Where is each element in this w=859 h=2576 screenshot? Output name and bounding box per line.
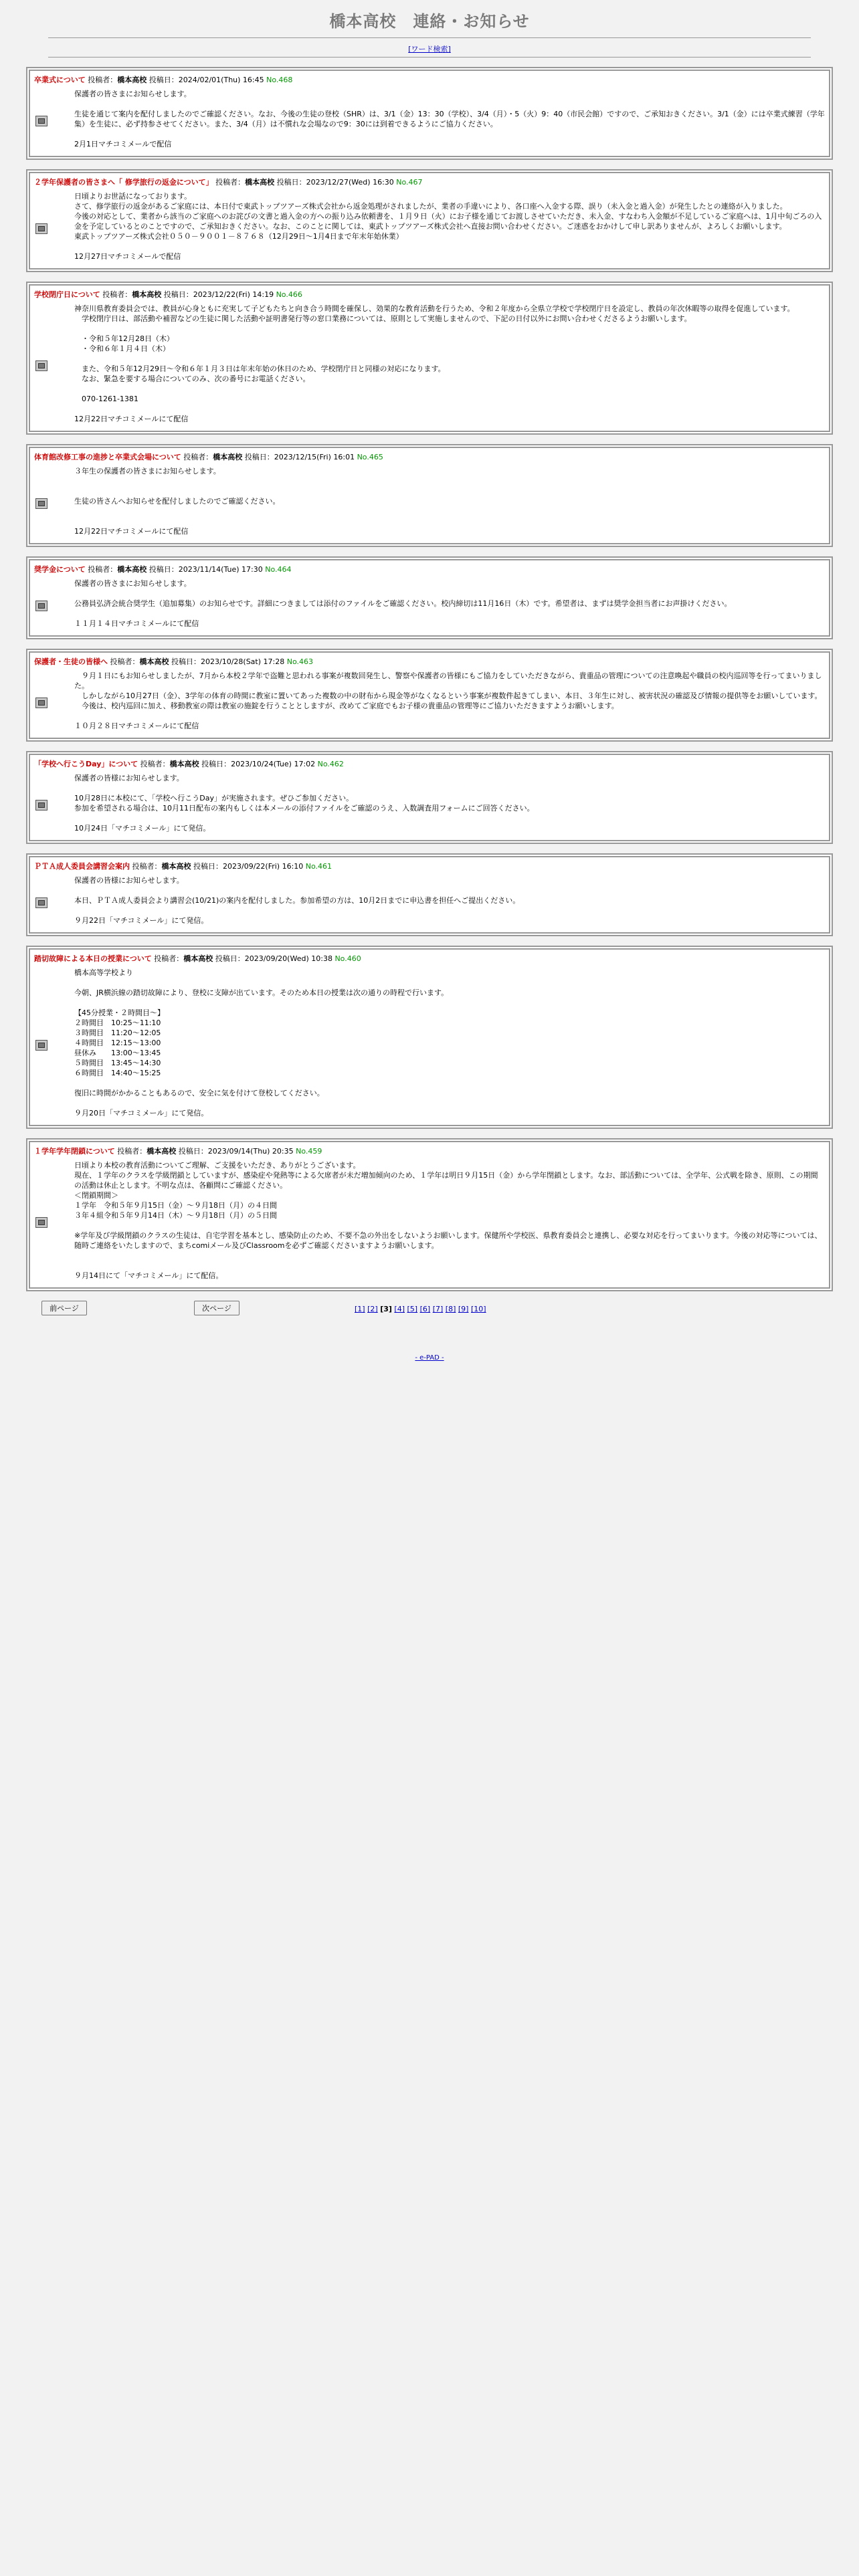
post-header (30, 448, 829, 463)
post-author: 橋本高校 (161, 862, 191, 871)
post (26, 946, 833, 1129)
post-header (30, 173, 829, 189)
post-date: 2024/02/01(Thu) 16:45 (178, 76, 264, 84)
post-title: 卒業式について (34, 76, 86, 84)
post-number: No.462 (317, 760, 344, 768)
post-text: 日頃より本校の教育活動についてご理解、ご支援をいただき、ありがとうございます。 現在、１学年のクラスを学級閉鎖としていますが、感染症や発熱等による欠席者が未だ増加傾向のため、１学年は明日９月15日（金）から学年閉鎖とします。なお、部活動については、全学年、公式戦を除き、原則、この期間の活動は休止とします。不明な点は、各顧問にご確認ください。 ＜閉鎖期間＞ １学年 令和５年９月15日（金）～９月18日（月）の４日間 ３年４組令和５年９月14日（木）～９月18日（月）の５日間 ※学年及び学級閉鎖のクラスの生徒は、自宅学習を基本とし、感染防止のため、不要不急の外出をしないようお願いします。保健所や学校医、県教育委員会と連携し、必要な対応を行ってまいります。今後の対応等については、随時ご連絡をいたしますので、まちcomiメール及びClassroomを必ずご確認くださいますようお願いします。 ９月14日にて「マチコミメール」にて配信。 (74, 1161, 822, 1280)
post-title: 奨学金について (34, 565, 86, 574)
page-title: 橋本高校 連絡・お知らせ (329, 12, 530, 31)
post-title: 学校閉庁日について (34, 290, 100, 299)
post-text: ９月１日にもお知らせしましたが、7月から本校２学年で盗難と思われる事案が複数回発生し、警察や保護者の皆様にもご協力をしていただきながら、貴重品の管理についての注意喚起や職員の校内巡回等を行ってまいりました。 しかしながら10月27日（金）、3学年の体育の時間に教室に置いてあった複数の中の財布から現金等がなくなるという事案が複数件起きてしまい、本日、３年生に対し、被害状況の確認及び情報の提供等をお願いしています。 今後は、校内巡回に加え、移動教室の際は教室の施錠を行うこととしますが、改めてご家庭でもお子様の貴重品の管理等にご協力いただきますようお願いします。 １０月２８日マチコミメールにて配信 (74, 671, 822, 730)
word-search-link[interactable]: [ワード検索] (408, 45, 451, 53)
post-author: 橋本高校 (117, 565, 147, 574)
post-body (30, 1158, 829, 1287)
post-body (30, 301, 829, 431)
post-list (0, 67, 859, 1291)
prev-page-button[interactable]: 前ページ (41, 1301, 87, 1315)
pager (0, 1301, 859, 1327)
post-date: 2023/11/14(Tue) 17:30 (178, 565, 263, 574)
post-number: No.466 (276, 290, 302, 299)
post-text: 保護者の皆さまにお知らせします。 生徒を通じて案内を配付しましたのでご確認ください。なお、今後の生徒の登校（SHR）は、3/1（金）13：30（学校）、3/4（月）・5（火）9：40（市民会館）ですので、ご承知おきください。3/1（金）には卒業式練習（学年集）を生徒に、必ず持参させてください。また、3/4（月）は不慣れな会場なので9：30には到着できるようにご協力ください。 2月1日マチコミメールで配信 (74, 90, 825, 148)
post-author: 橋本高校 (117, 76, 147, 84)
image-icon (35, 223, 47, 234)
date-label: 投稿日： (244, 453, 274, 461)
post-title: ２学年保護者の皆さまへ「 修学旅行の返金について」 (34, 178, 213, 187)
page-link[interactable]: [6] (419, 1305, 431, 1313)
post-text: 橋本高等学校より 今朝、JR横浜線の踏切故障により、登校に支障が出ています。そのため本日の授業は次の通りの時程で行います。 【45分授業・２時間目～】 ２時間目 10:25～11:10 ３時間目 11:20～12:05 ４時間目 12:15～13:00 昼休み 13:00～13:45 ５時間目 13:45～14:30 ６時間目 14:40～15:25 復旧に時間がかかることもあるので、安全に気を付けて登校してください。 ９月20日「マチコミメール」にて発信。 (74, 968, 449, 1117)
author-label: 投稿者： (140, 760, 170, 768)
image-icon (35, 116, 47, 126)
post (26, 751, 833, 844)
post (26, 444, 833, 547)
post-body (30, 86, 829, 156)
post-text: 神奈川県教育委員会では、教員が心身ともに充実して子どもたちと向き合う時間を確保し、効果的な教育活動を行うため、令和２年度から全県立学校で学校閉庁日を設定し、教員の年次休暇等の取得を促進しています。 学校閉庁日は、部活動や補習などの生徒に関した活動や証明書発行等の窓口業務については、原則として実施しませんので、下記の日付以外にお問い合わせくださるようお願いします。 ・令和５年12月28日（木） ・令和６年１月４日（木） また、令和５年12月29日～令和６年１月３日は年末年始の休日のため、学校閉庁日と同様の対応になります。 なお、緊急を要する場合についてのみ、次の番号にお電話ください。 070-1261-1381 12月22日マチコミメールにて配信 (74, 304, 795, 423)
post-author: 橋本高校 (169, 760, 199, 768)
post-date: 2023/12/27(Wed) 16:30 (306, 178, 394, 187)
author-label: 投稿者： (215, 178, 246, 187)
post-text: 保護者の皆様にお知らせします。 10月28日に本校にて、「学校へ行こうDay」が実施されます。ぜひご参加ください。 参加を希望される場合は、10月11日配布の案内もしくは本メールの添付ファイルをご確認のうえ、入数調査用フォームにご回答ください。 10月24日「マチコミメール」にて発信。 (74, 774, 535, 833)
page-link[interactable]: [9] (458, 1305, 469, 1313)
image-icon (35, 498, 47, 509)
author-label: 投稿者： (88, 76, 118, 84)
post-body (30, 189, 829, 268)
date-label: 投稿日： (201, 760, 231, 768)
image-icon (35, 1040, 47, 1051)
post-title: １学年学年閉鎖について (34, 1147, 115, 1156)
date-label: 投稿日： (163, 290, 193, 299)
date-label: 投稿日： (149, 76, 179, 84)
post-title: ＰＴＡ成人委員会講習会案内 (34, 862, 130, 871)
post-header (30, 560, 829, 576)
page-link[interactable]: [7] (432, 1305, 444, 1313)
image-icon (35, 897, 47, 908)
post (26, 556, 833, 639)
post-title: 「学校へ行こうDay」について (34, 760, 138, 768)
post (26, 853, 833, 936)
post-author: 橋本高校 (183, 954, 213, 963)
image-icon (35, 697, 47, 708)
image-icon (35, 800, 47, 811)
post (26, 67, 833, 160)
post-title: 体育館改修工事の進捗と卒業式会場について (34, 453, 181, 461)
image-icon (35, 1217, 47, 1228)
date-label: 投稿日： (171, 657, 201, 666)
post-number: No.461 (305, 862, 332, 871)
page-link[interactable]: [5] (407, 1305, 418, 1313)
post-header (30, 71, 829, 86)
page-link[interactable]: [10] (470, 1305, 486, 1313)
post-header (30, 1142, 829, 1158)
date-label: 投稿日： (215, 954, 245, 963)
post-body (30, 576, 829, 635)
post-date: 2023/09/22(Fri) 16:10 (223, 862, 304, 871)
author-label: 投稿者： (117, 1147, 147, 1156)
page-link[interactable]: [1] (355, 1305, 365, 1313)
date-label: 投稿日： (193, 862, 223, 871)
post-text: 保護者の皆さまにお知らせします。 公務員弘済会統合奨学生（追加募集）のお知らせです。詳細につきましては添付のファイルをご確認ください。校内締切は11月16日（木）です。希望者は、まずは奨学金担当者にお声掛けください。 １１月１４日マチコミメールにて配信 (74, 579, 732, 628)
post-body (30, 965, 829, 1125)
post-text: ３年生の保護者の皆さまにお知らせします。 生徒の皆さんへお知らせを配付しましたのでご確認ください。 12月22日マチコミメールにて配信 (74, 467, 280, 536)
post-header (30, 950, 829, 965)
post-number: No.464 (265, 565, 292, 574)
post-header (30, 653, 829, 668)
author-label: 投稿者： (110, 657, 140, 666)
post (26, 649, 833, 742)
post-author: 橋本高校 (139, 657, 169, 666)
post-body (30, 770, 829, 840)
author-label: 投稿者： (132, 862, 162, 871)
post (26, 282, 833, 435)
post-number: No.468 (266, 76, 293, 84)
image-icon (35, 601, 47, 611)
page-link[interactable]: [4] (394, 1305, 405, 1313)
post-header (30, 286, 829, 301)
post-date: 2023/12/22(Fri) 14:19 (193, 290, 274, 299)
author-label: 投稿者： (102, 290, 132, 299)
post (26, 1138, 833, 1291)
post-date: 2023/10/28(Sat) 17:28 (201, 657, 285, 666)
post-text: 保護者の皆様にお知らせします。 本日、ＰＴＡ成人委員会より講習会(10/21)の案内を配付しました。参加希望の方は、10月2日までに申込書を担任へご提出ください。 ９月22日「マチコミメール」にて発信。 (74, 876, 520, 925)
post-number: No.460 (335, 954, 361, 963)
post-date: 2023/09/14(Thu) 20:35 (207, 1147, 294, 1156)
post-header (30, 857, 829, 873)
post-author: 橋本高校 (147, 1147, 177, 1156)
page-links (355, 1305, 486, 1313)
author-label: 投稿者： (88, 565, 118, 574)
post-author: 橋本高校 (245, 178, 275, 187)
divider (48, 37, 811, 38)
divider (48, 57, 811, 58)
post-number: No.463 (286, 657, 313, 666)
post-body (30, 463, 829, 543)
post-title: 踏切故障による本日の授業について (34, 954, 152, 963)
post (26, 169, 833, 272)
page-link[interactable]: [2] (367, 1305, 378, 1313)
post-body (30, 668, 829, 738)
post-author: 橋本高校 (213, 453, 243, 461)
epad-link[interactable]: - e-PAD - (415, 1354, 444, 1362)
author-label: 投稿者： (154, 954, 184, 963)
page-link[interactable]: [8] (445, 1305, 456, 1313)
post-number: No.467 (396, 178, 423, 187)
date-label: 投稿日： (149, 565, 179, 574)
image-icon (35, 360, 47, 371)
post-title: 保護者・生徒の皆様へ (34, 657, 108, 666)
post-text: 日頃よりお世話になっております。 さて、修学旅行の返金があるご家庭には、本日付で東武トップツアーズ株式会社から返金処理がされましたが、業者の手違いにより、各口座へ入金する際、誤り（未入金と過入金）が発生したとの連絡が入りました。 今後の対応として、業者から該当のご家庭へのお詫びの文書と過入金の方への振り込み依頼書を、１月９日（火）にお子様を通じてお渡しさせていただき、未入金、すなわち入金額が不足しているご家庭へは、1月中旬ごろの入金を予定しているとのことですので、ご承知おきください。なお、このことに関しては、東武トップツアーズ株式会社へ直接お問い合わせください。ご迷惑をおかけして申し訳ありませんが、よろしくお願いします。 東武トップツアーズ株式会社０５０－９００１－８７６８（12月29日～1月4日まで年末年始休業） 12月27日マチコミメールで配信 (74, 192, 822, 261)
post-body (30, 873, 829, 932)
page-link: [3] (380, 1305, 392, 1313)
post-number: No.459 (296, 1147, 322, 1156)
author-label: 投稿者： (183, 453, 213, 461)
footer (0, 1354, 859, 1362)
next-page-button[interactable]: 次ページ (194, 1301, 240, 1315)
post-number: No.465 (357, 453, 383, 461)
post-header (30, 755, 829, 770)
post-date: 2023/09/20(Wed) 10:38 (244, 954, 332, 963)
post-date: 2023/10/24(Tue) 17:02 (231, 760, 316, 768)
post-date: 2023/12/15(Fri) 16:01 (274, 453, 355, 461)
date-label: 投稿日： (276, 178, 306, 187)
search-row (0, 43, 859, 53)
date-label: 投稿日： (178, 1147, 208, 1156)
post-author: 橋本高校 (132, 290, 162, 299)
